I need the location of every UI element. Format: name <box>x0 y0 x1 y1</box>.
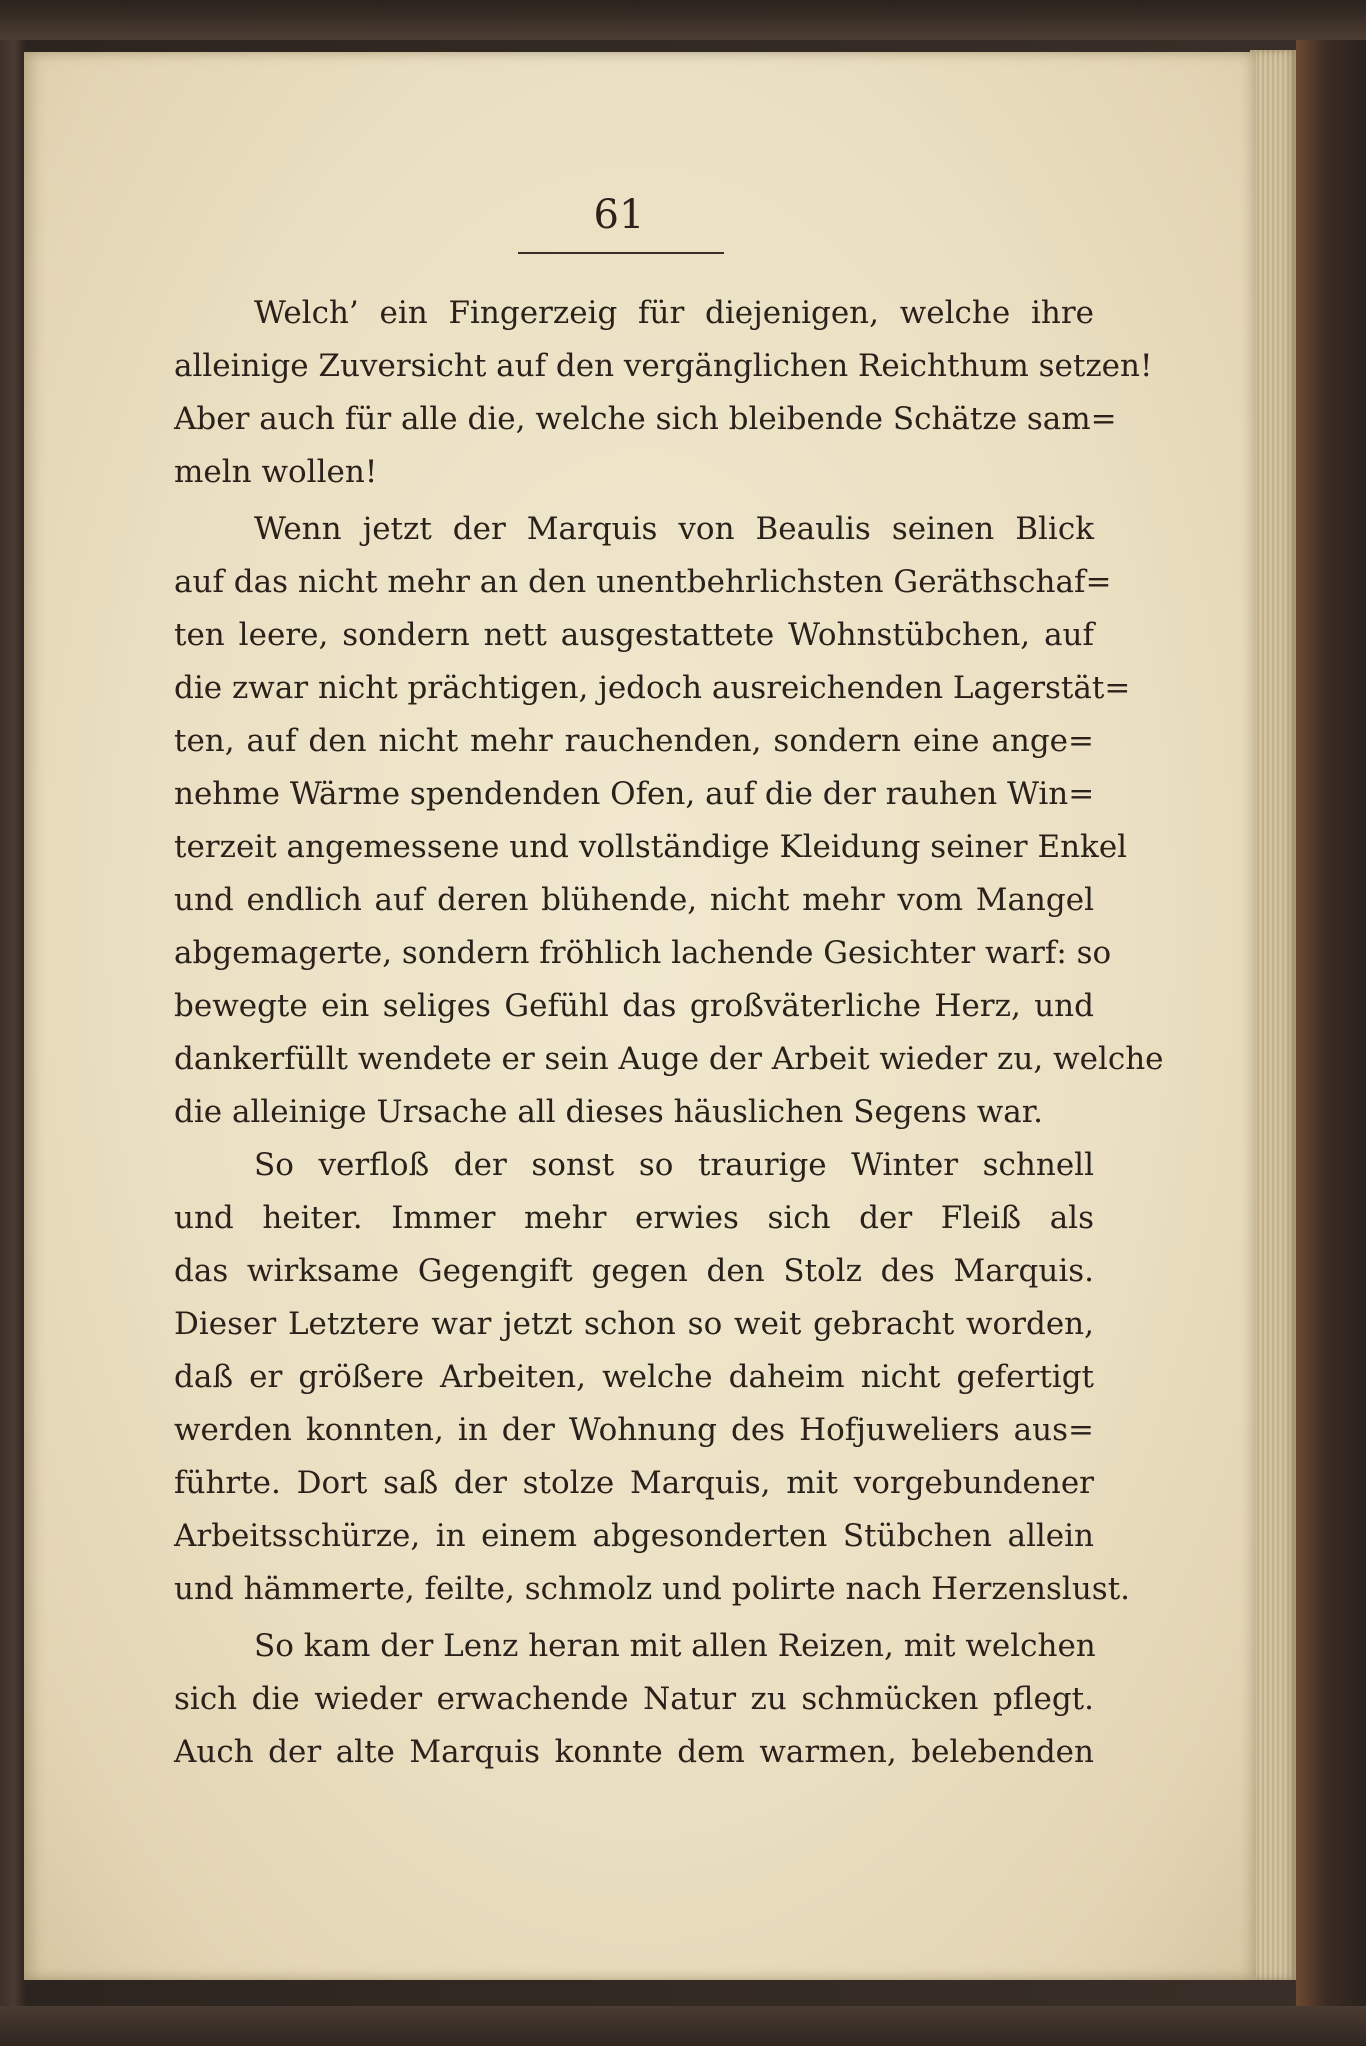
text-line: auf das nicht mehr an den unentbehrlichsten Geräthschaf= <box>174 564 1112 600</box>
paragraph <box>174 287 1153 499</box>
page-number: 61 <box>593 192 645 238</box>
text-line: meln wollen! <box>174 454 378 490</box>
text-line: die alleinige Ursache all dieses häuslichen Segens war. <box>174 1094 1044 1130</box>
paragraph <box>174 1620 1094 1779</box>
page-edges <box>1250 50 1296 1980</box>
text-line: und hämmerte, feilte, schmolz und polirte nach Herzenslust. <box>174 1571 1131 1607</box>
text-line: terzeit angemessene und vollständige Kleidung seiner Enkel <box>174 829 1128 865</box>
cover-bottom-edge <box>0 2006 1366 2046</box>
text-line: und endlich auf deren blühende, nicht mehr vom Mangel <box>174 882 1094 918</box>
cover-top-edge <box>0 0 1366 40</box>
body-text <box>174 287 1164 1779</box>
text-line: ten, auf den nicht mehr rauchenden, sondern eine ange= <box>174 723 1094 759</box>
paragraph <box>174 503 1164 1139</box>
text-line: So verfloß der sonst so traurige Winter schnell <box>254 1147 1094 1183</box>
text-line: und heiter. Immer mehr erwies sich der Fleiß als <box>174 1200 1094 1236</box>
text-line: ten leere, sondern nett ausgestattete Wohnstübchen, auf <box>174 617 1094 653</box>
text-line: daß er größere Arbeiten, welche daheim nicht gefertigt <box>174 1359 1094 1395</box>
text-line: Auch der alte Marquis konnte dem warmen, belebenden <box>174 1734 1094 1770</box>
text-line: werden konnten, in der Wohnung des Hofjuweliers aus= <box>174 1412 1094 1448</box>
paragraph <box>174 1139 1131 1616</box>
text-line: nehme Wärme spendenden Ofen, auf die der rauhen Win= <box>174 776 1095 812</box>
text-line: dankerfüllt wendete er sein Auge der Arbeit wieder zu, welche <box>174 1041 1164 1077</box>
text-line: Wenn jetzt der Marquis von Beaulis seinen Blick <box>254 511 1094 547</box>
text-line: führte. Dort saß der stolze Marquis, mit vorgebundener <box>174 1465 1094 1501</box>
text-line: So kam der Lenz heran mit allen Reizen, mit welchen <box>254 1628 1096 1664</box>
text-line: das wirksame Gegengift gegen den Stolz des Marquis. <box>174 1253 1094 1289</box>
book-page <box>24 52 1256 1980</box>
text-line: Arbeitsschürze, in einem abgesonderten Stübchen allein <box>174 1518 1094 1554</box>
text-line: die zwar nicht prächtigen, jedoch ausreichenden Lagerstät= <box>174 670 1131 706</box>
text-line: abgemagerte, sondern fröhlich lachende Gesichter warf: so <box>174 935 1112 971</box>
text-line: bewegte ein seliges Gefühl das großväterliche Herz, und <box>174 988 1094 1024</box>
text-line: Dieser Letztere war jetzt schon so weit gebracht worden, <box>174 1306 1094 1342</box>
text-line: Welch’ ein Fingerzeig für diejenigen, welche ihre <box>254 295 1094 331</box>
text-line: alleinige Zuversicht auf den vergänglichen Reichthum setzen! <box>174 348 1153 384</box>
text-line: sich die wieder erwachende Natur zu schmücken pflegt. <box>174 1681 1094 1717</box>
header-rule <box>518 252 724 254</box>
book-cover-right <box>1296 40 1366 2006</box>
text-line: Aber auch für alle die, welche sich bleibende Schätze sam= <box>174 401 1117 437</box>
